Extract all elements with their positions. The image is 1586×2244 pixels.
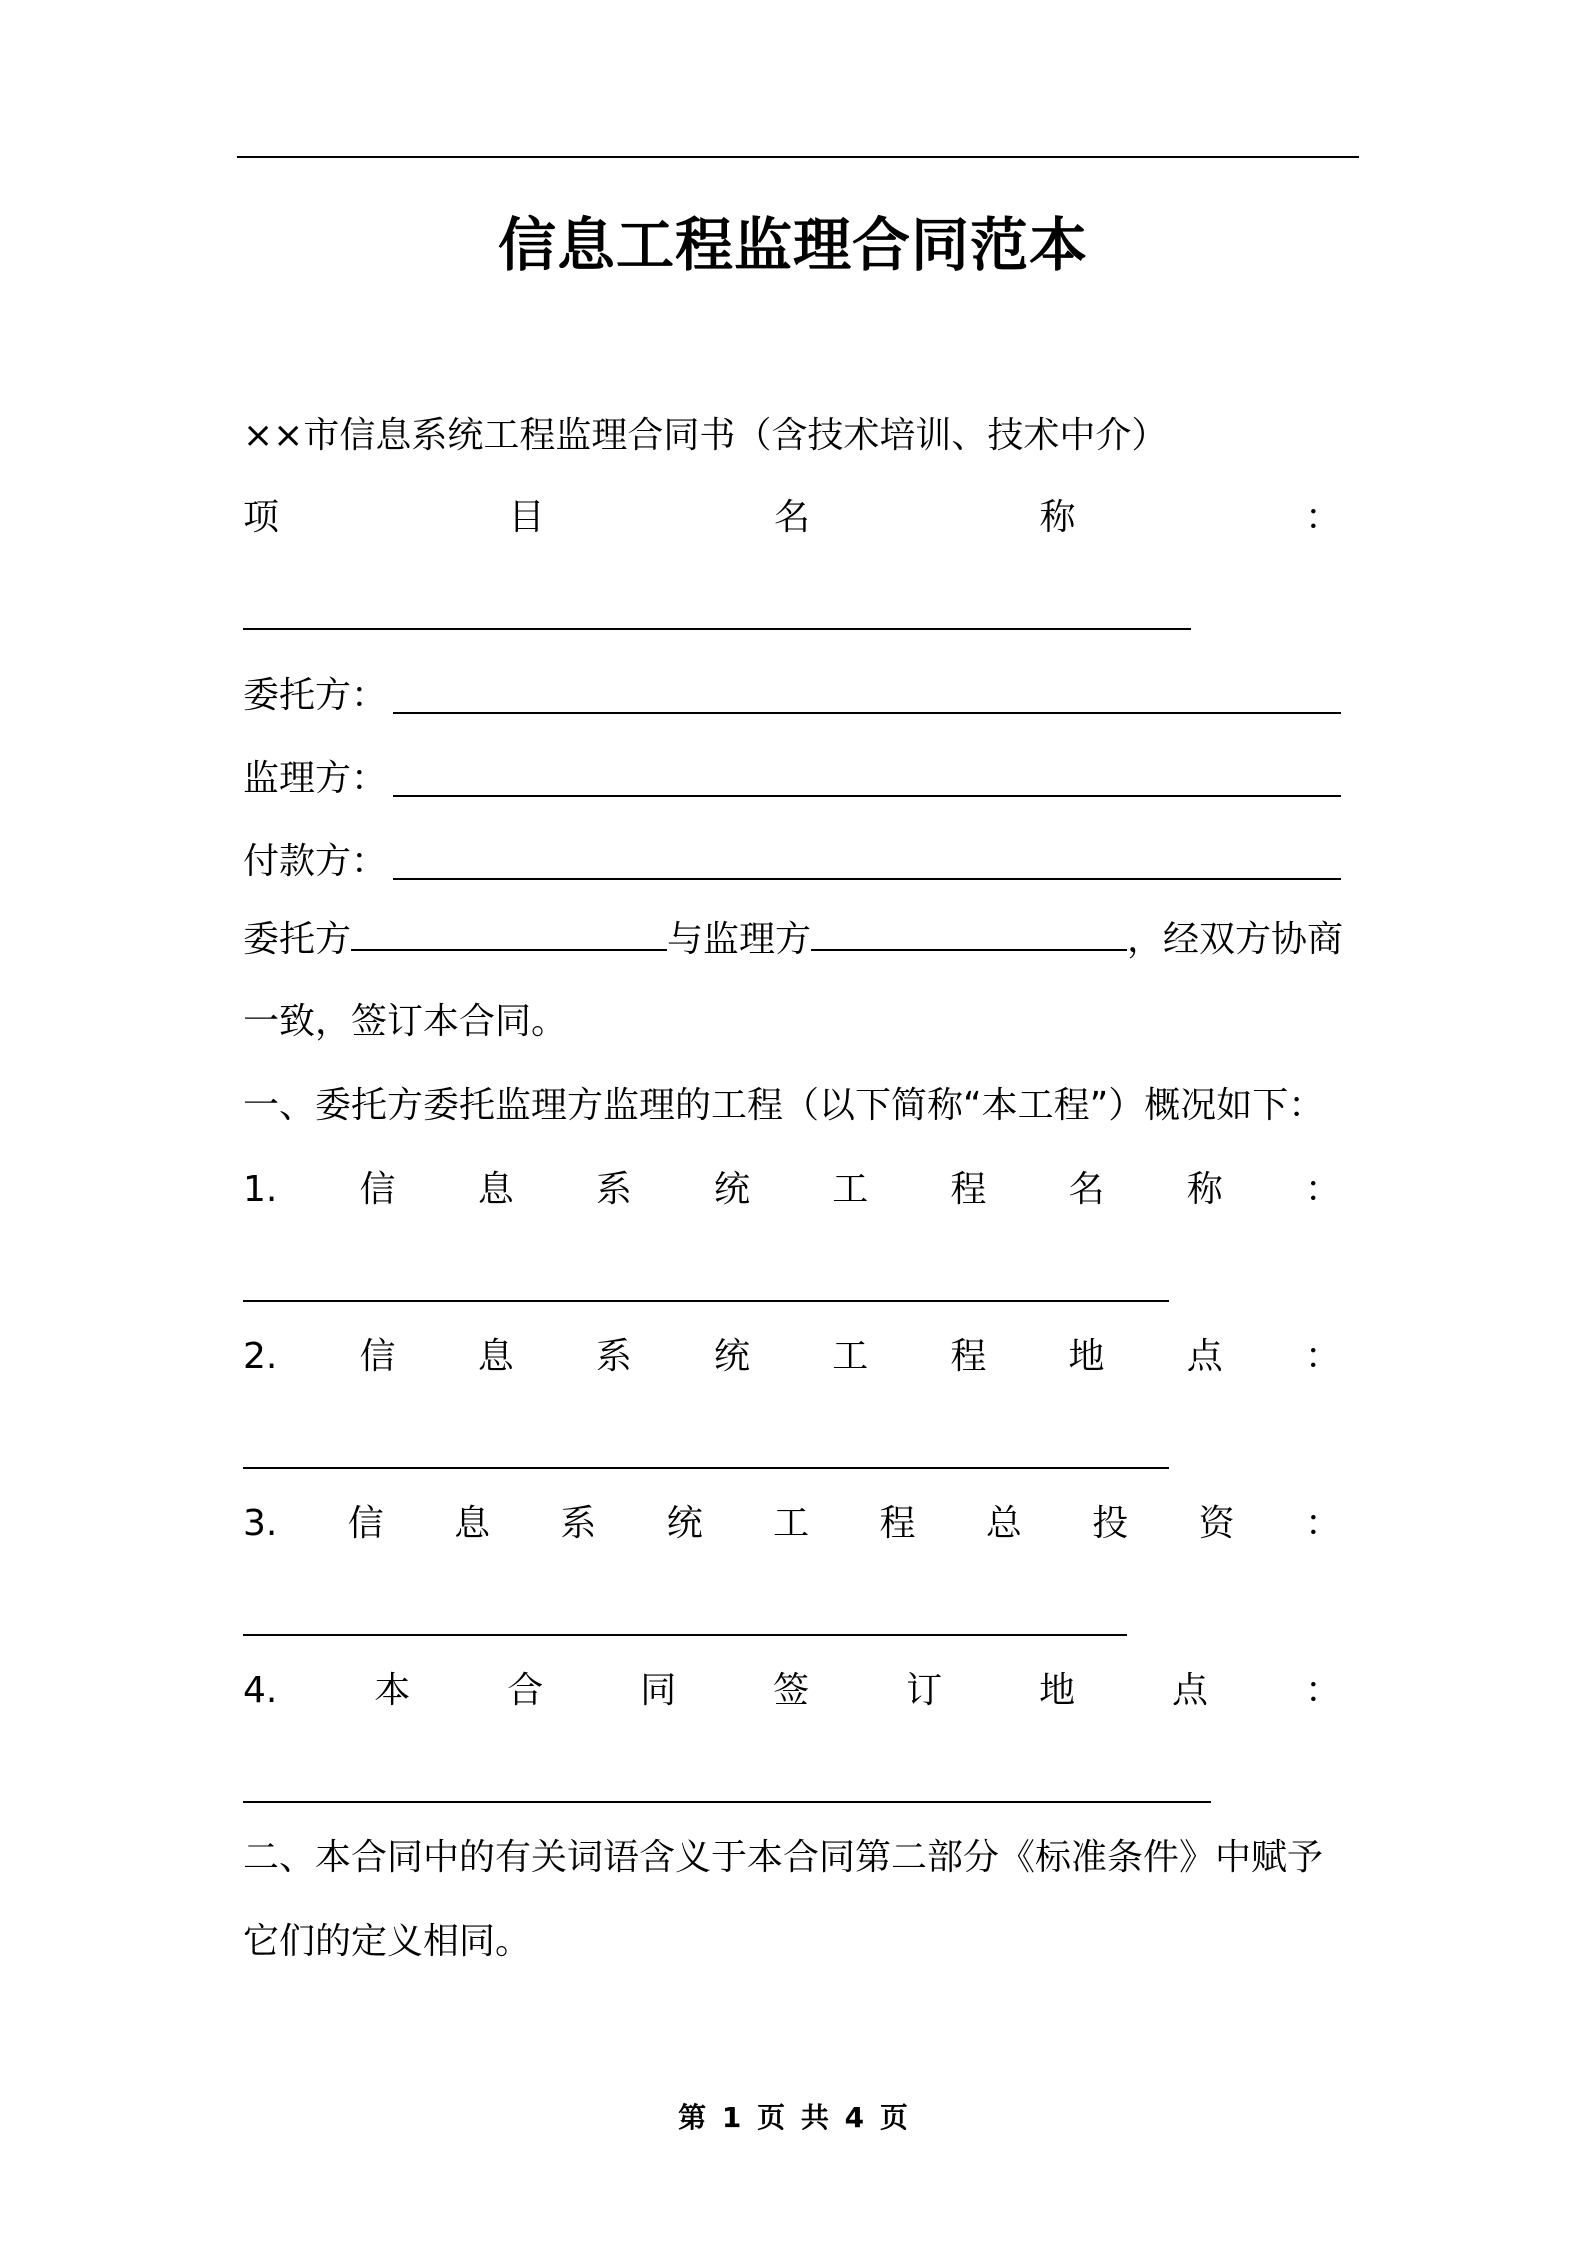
- label-char: 信: [359, 1169, 396, 1210]
- item-4-label: [243, 1665, 1341, 1717]
- footer-label-end: 页: [879, 2101, 908, 2134]
- label-char: 地: [1039, 1670, 1076, 1711]
- label-char: ：: [1304, 1503, 1341, 1544]
- label-char: 信: [359, 1336, 396, 1377]
- label-char: 投: [1092, 1503, 1129, 1544]
- header-rule: [237, 156, 1359, 158]
- footer-total-pages: 4: [844, 2101, 865, 2134]
- label-char: 订: [906, 1670, 943, 1711]
- project-name-blank[interactable]: [243, 628, 1191, 630]
- label-char: 系: [595, 1336, 632, 1377]
- label-char: 程: [950, 1336, 987, 1377]
- document-title: 信息工程监理合同范本: [497, 211, 1088, 279]
- item-4-blank[interactable]: [243, 1801, 1211, 1803]
- item-1-blank[interactable]: [243, 1300, 1169, 1302]
- client-blank[interactable]: [393, 712, 1341, 714]
- label-char: ：: [1304, 497, 1341, 538]
- label-char: 点: [1186, 1336, 1223, 1377]
- section-2-line-1: 二、本合同中的有关词语含义于本合同第二部分《标准条件》中赋予: [243, 1837, 1324, 1878]
- label-char: 名: [1068, 1169, 1105, 1210]
- label-char: 息: [454, 1503, 491, 1544]
- label-char: 本: [374, 1670, 411, 1711]
- payer-label: 付款方：: [243, 841, 388, 882]
- client-row: [243, 670, 387, 722]
- item-3-blank[interactable]: [243, 1634, 1127, 1636]
- label-char: 合: [507, 1670, 544, 1711]
- payer-row: [243, 836, 387, 888]
- label-char: 签: [773, 1670, 810, 1711]
- label-char: 工: [773, 1503, 810, 1544]
- label-char: 4.: [243, 1670, 278, 1711]
- agreement-line: [243, 914, 1343, 966]
- item-2-label: [243, 1331, 1341, 1383]
- label-char: 点: [1172, 1670, 1209, 1711]
- label-char: 地: [1068, 1336, 1105, 1377]
- supervisor-blank[interactable]: [393, 795, 1341, 797]
- label-char: 目: [508, 497, 545, 538]
- contract-subtitle: ××市信息系统工程监理合同书（含技术培训、技术中介）: [243, 415, 1168, 456]
- label-char: 统: [714, 1336, 751, 1377]
- label-char: 系: [595, 1169, 632, 1210]
- label-char: 程: [879, 1503, 916, 1544]
- label-char: 信: [347, 1503, 384, 1544]
- label-char: 1.: [243, 1169, 278, 1210]
- label-char: 2.: [243, 1336, 278, 1377]
- label-char: 名: [773, 497, 810, 538]
- label-char: 统: [714, 1169, 751, 1210]
- supervisor-row: [243, 753, 387, 805]
- label-char: ：: [1304, 1336, 1341, 1377]
- agreement-text-2: 与监理方: [667, 919, 812, 960]
- agreement-text-1: 委托方: [243, 919, 352, 960]
- label-char: 同: [640, 1670, 677, 1711]
- payer-blank[interactable]: [393, 878, 1341, 880]
- label-char: 程: [950, 1169, 987, 1210]
- label-char: 3.: [243, 1503, 278, 1544]
- project-name-label: [243, 492, 1341, 544]
- label-char: 称: [1039, 497, 1076, 538]
- footer-label-of: 页 共: [757, 2101, 829, 2134]
- label-char: 资: [1198, 1503, 1235, 1544]
- agreement-text-3: ，经双方协商: [1127, 919, 1344, 960]
- label-char: 项: [243, 497, 280, 538]
- item-3-label: [243, 1498, 1341, 1550]
- label-char: ：: [1304, 1169, 1341, 1210]
- supervisor-label: 监理方：: [243, 758, 388, 799]
- client-label: 委托方：: [243, 675, 388, 716]
- label-char: 称: [1186, 1169, 1223, 1210]
- client-name-blank[interactable]: [351, 919, 667, 951]
- label-char: 统: [666, 1503, 703, 1544]
- page-number: [0, 2098, 1586, 2138]
- label-char: 息: [477, 1169, 514, 1210]
- section-2-line-2: 它们的定义相同。: [243, 1921, 532, 1962]
- label-char: 工: [832, 1169, 869, 1210]
- label-char: 系: [560, 1503, 597, 1544]
- label-char: 总: [985, 1503, 1022, 1544]
- supervisor-name-blank[interactable]: [811, 919, 1127, 951]
- footer-current-page: 1: [721, 2101, 742, 2134]
- agreement-line-2: 一致，签订本合同。: [243, 1001, 568, 1042]
- label-char: 工: [832, 1336, 869, 1377]
- item-1-label: [243, 1164, 1341, 1216]
- footer-label-page: 第: [678, 2101, 707, 2134]
- label-char: ：: [1304, 1670, 1341, 1711]
- item-2-blank[interactable]: [243, 1467, 1169, 1469]
- label-char: 息: [477, 1336, 514, 1377]
- section-1-heading: 一、委托方委托监理方监理的工程（以下简称“本工程”）概况如下：: [243, 1085, 1325, 1126]
